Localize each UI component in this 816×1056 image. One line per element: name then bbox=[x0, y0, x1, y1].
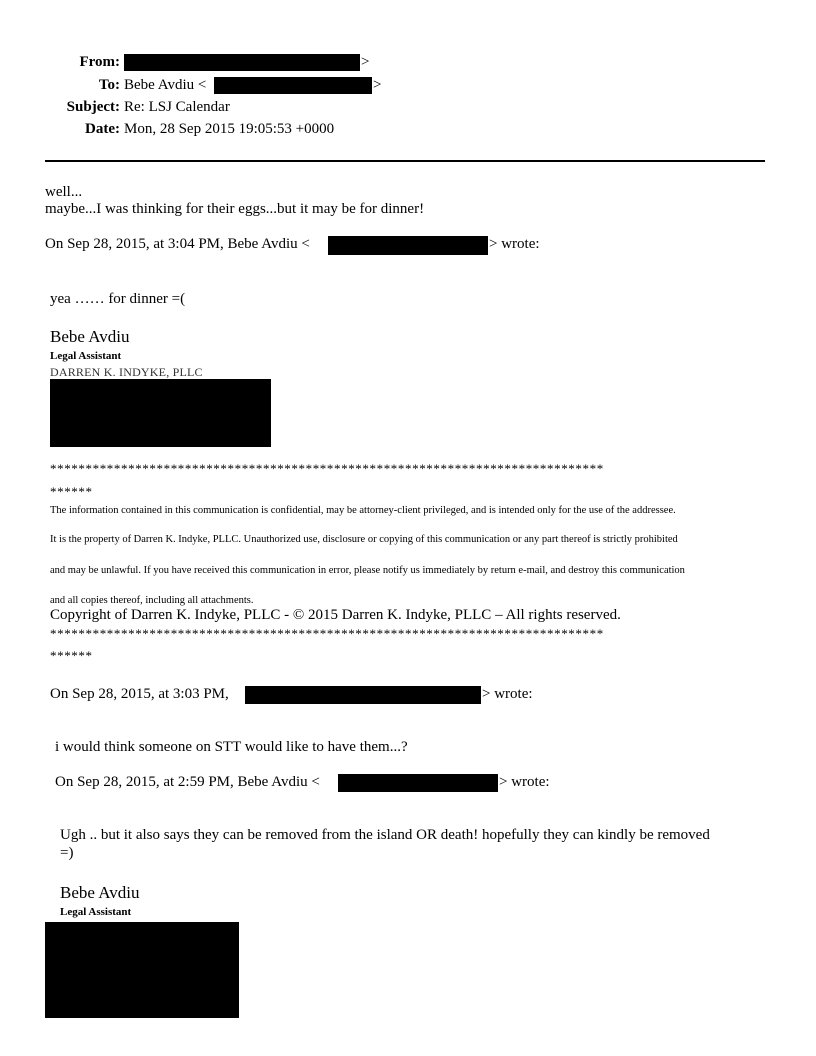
from-suffix: > bbox=[361, 54, 370, 70]
quote-header-1: On Sep 28, 2015, at 3:04 PM, Bebe Avdiu < bbox=[45, 236, 310, 252]
legal-notice-3: and may be unlawful. If you have received this communication in error, please notify us immediately by return e-mail, and destroy this communication bbox=[50, 565, 685, 576]
redaction-block bbox=[214, 77, 372, 94]
to-value: Bebe Avdiu < bbox=[124, 77, 207, 93]
redaction-block bbox=[245, 686, 481, 704]
subject-label: Subject: bbox=[66, 99, 120, 115]
body-line-1: well... bbox=[45, 184, 83, 200]
reply-3-line-1: Ugh .. but it also says they can be removed from the island OR death! hopefully they can kindly be removed bbox=[60, 827, 710, 843]
redaction-block bbox=[328, 236, 488, 255]
from-label: From: bbox=[79, 54, 120, 70]
quote-header-2-suffix: > wrote: bbox=[482, 686, 533, 702]
signature-title: Legal Assistant bbox=[50, 350, 122, 362]
signature-firm: DARREN K. INDYKE, PLLC bbox=[50, 365, 203, 379]
quote-header-3-suffix: > wrote: bbox=[499, 774, 550, 790]
reply-3-line-2: =) bbox=[60, 845, 74, 861]
redaction-block bbox=[50, 379, 271, 447]
disclaimer-stars: ****************************************************************************** bbox=[50, 626, 604, 641]
legal-notice-1: The information contained in this communication is confidential, may be attorney-client privileged, and is intended only for the use of the addressee. bbox=[50, 505, 676, 516]
date-value: Mon, 28 Sep 2015 19:05:53 +0000 bbox=[124, 121, 335, 137]
legal-notice-2: It is the property of Darren K. Indyke, PLLC. Unauthorized use, disclosure or copying of this communication or any part thereof is strictly prohibited bbox=[50, 534, 678, 545]
redaction-block bbox=[124, 54, 360, 71]
quote-header-1-suffix: > wrote: bbox=[489, 236, 540, 252]
quote-header-3: On Sep 28, 2015, at 2:59 PM, Bebe Avdiu < bbox=[55, 774, 320, 790]
redaction-block bbox=[338, 774, 498, 792]
quote-header-2: On Sep 28, 2015, at 3:03 PM, bbox=[50, 686, 229, 702]
reply-2: i would think someone on STT would like to have them...? bbox=[55, 739, 408, 755]
disclaimer-stars-tail: ****** bbox=[50, 484, 93, 499]
header-divider bbox=[45, 160, 765, 162]
body-line-2: maybe...I was thinking for their eggs...but it may be for dinner! bbox=[45, 201, 425, 217]
to-suffix: > bbox=[373, 77, 382, 93]
signature-title: Legal Assistant bbox=[60, 906, 132, 918]
to-label: To: bbox=[98, 77, 120, 93]
signature-name: Bebe Avdiu bbox=[50, 327, 130, 346]
date-label: Date: bbox=[85, 121, 120, 137]
reply-1: yea …… for dinner =( bbox=[50, 291, 186, 307]
copyright-notice: Copyright of Darren K. Indyke, PLLC - © 2015 Darren K. Indyke, PLLC – All rights reserved. bbox=[50, 607, 621, 623]
redaction-block bbox=[45, 922, 239, 1018]
subject-value: Re: LSJ Calendar bbox=[124, 99, 230, 115]
legal-notice-4: and all copies thereof, including all attachments. bbox=[50, 595, 254, 606]
signature-name: Bebe Avdiu bbox=[60, 883, 140, 902]
disclaimer-stars-tail: ****** bbox=[50, 648, 93, 663]
disclaimer-stars: ****************************************************************************** bbox=[50, 461, 604, 476]
